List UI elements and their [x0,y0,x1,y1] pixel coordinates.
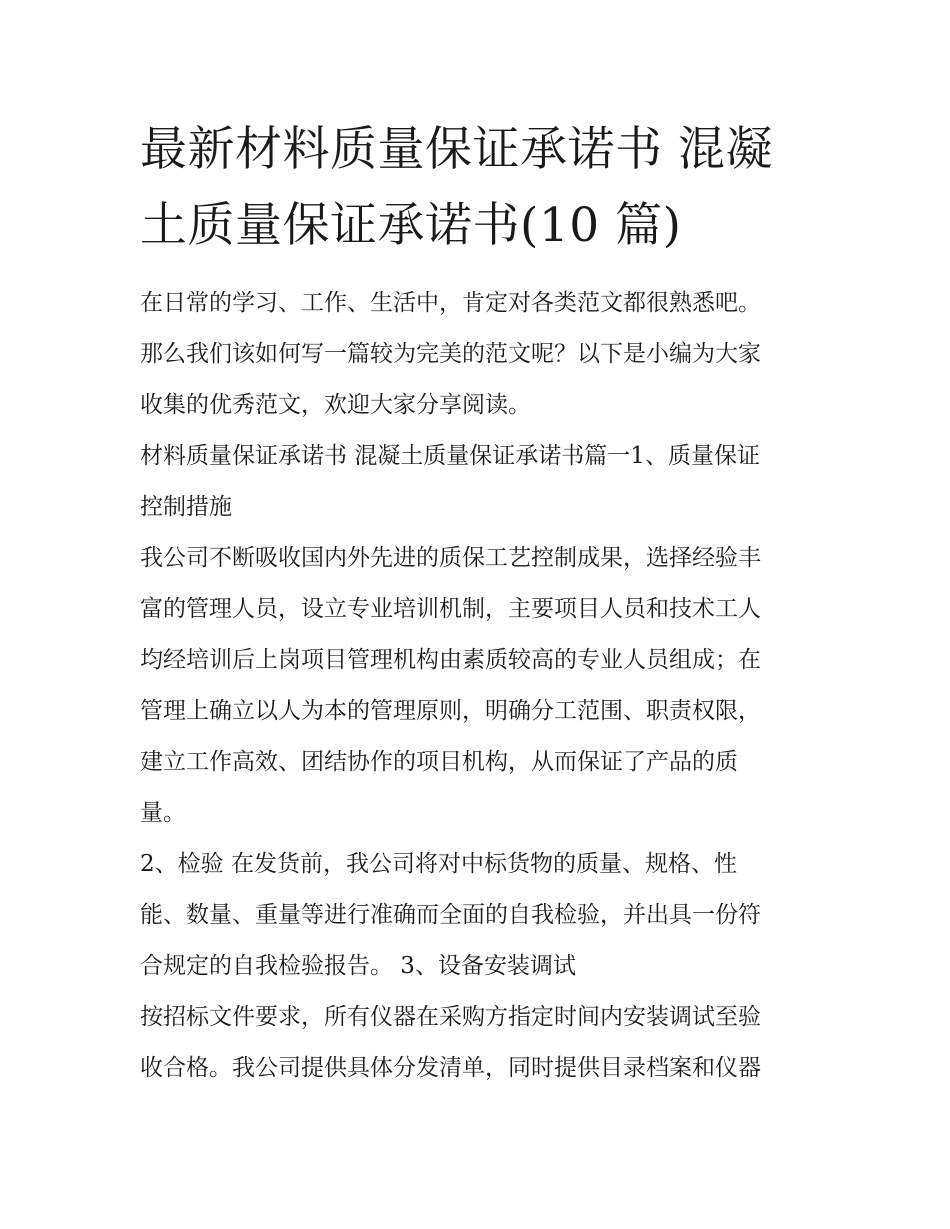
text-line: 管理上确立以人为本的管理原则，明确分工范围、职责权限， [140,698,761,724]
text-line: 能、数量、重量等进行准确而全面的自我检验，并出具一份符 [140,902,761,928]
text-line: 在日常的学习、工作、生活中，肯定对各类范文都很熟悉吧。 [140,290,761,316]
text-line: 材料质量保证承诺书 混凝土质量保证承诺书篇一1、质量保证 [140,443,760,469]
text-line: 收集的优秀范文，欢迎大家分享阅读。 [140,392,531,418]
document-body [140,278,820,1094]
text-line: 按招标文件要求，所有仪器在采购方指定时间内安装调试至验 [140,1004,761,1030]
document-title [140,112,820,264]
text-line: 那么我们该如何写一篇较为完美的范文呢？以下是小编为大家 [140,341,761,367]
text-line: 2、检验 在发货前，我公司将对中标货物的质量、规格、性 [140,851,737,877]
text-line: 我公司不断吸收国内外先进的质保工艺控制成果，选择经验丰 [140,545,761,571]
text-line: 富的管理人员，设立专业培训机制，主要项目人员和技术工人 [140,596,761,622]
text-line: 均经培训后上岗项目管理机构由素质较高的专业人员组成；在 [140,647,761,673]
text-line: 控制措施 [140,494,232,520]
text-line: 合规定的自我检验报告。 3、设备安装调试 [140,953,576,979]
text-line: 建立工作高效、团结协作的项目机构，从而保证了产品的质 [140,749,738,775]
text-line: 收合格。我公司提供具体分发清单，同时提供目录档案和仪器 [140,1055,761,1081]
title-line: 土质量保证承诺书(10 篇) [140,198,682,253]
title-line: 最新材料质量保证承诺书 混凝 [140,122,773,177]
text-line: 量。 [140,800,186,826]
